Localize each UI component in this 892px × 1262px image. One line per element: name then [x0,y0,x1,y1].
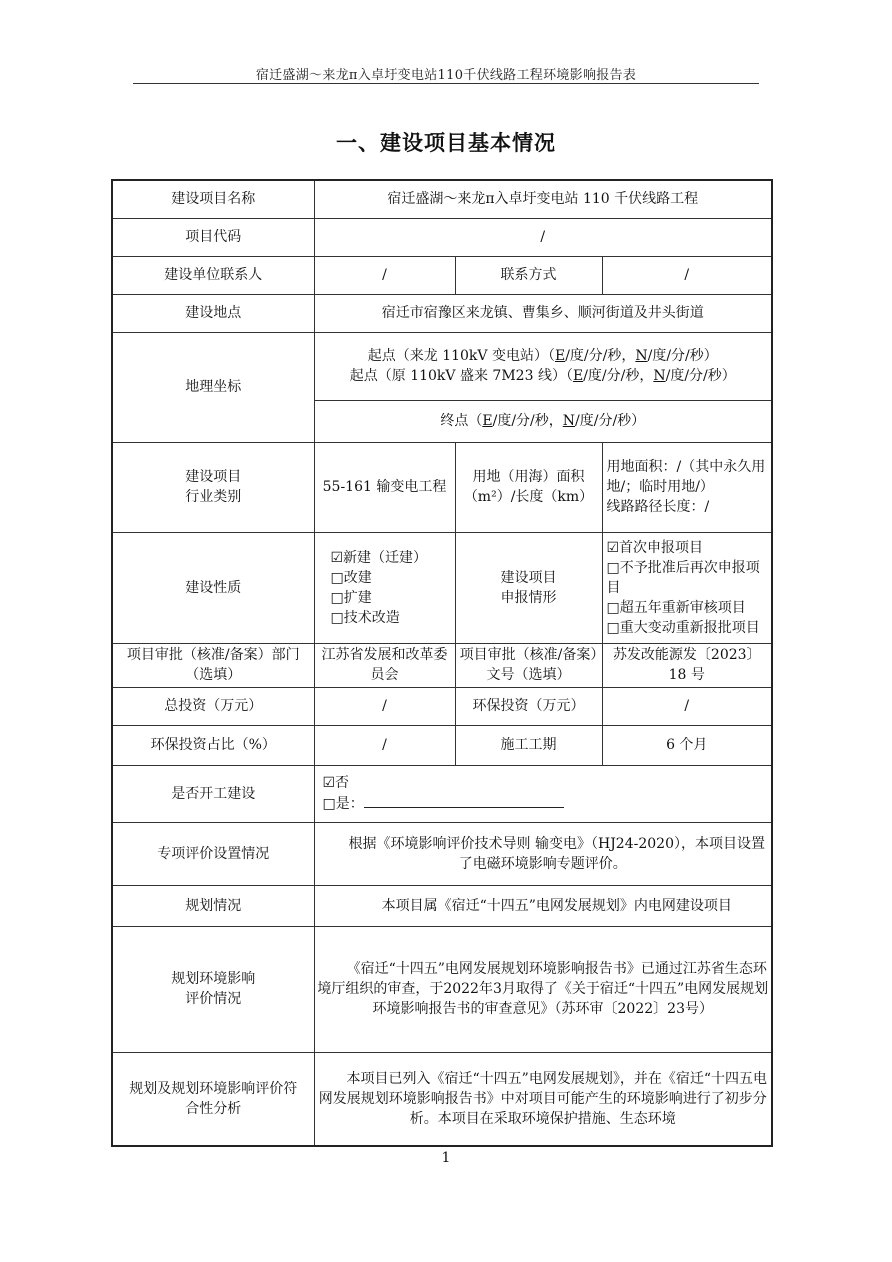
special-eval-label: 专项评价设置情况 [112,822,314,885]
geo-label: 地理坐标 [112,332,314,442]
row-conformity [112,1052,772,1146]
row-project-code [112,218,772,256]
row-approval [112,643,772,687]
row-investment [112,687,772,725]
declare-option-first: ☑首次申报项目 [606,539,704,556]
section-title: 一、建设项目基本情况 [336,131,556,155]
total-invest-value: / [314,687,455,725]
page-number: 1 [441,1150,451,1166]
planning-eia-value: 《宿迁“十四五”电网发展规划环境影响报告书》已通过江苏省生态环境厅组织的审查，于2022年3月取得了《关于宿迁“十四五”电网发展规划环境影响报告书的审查意见》（苏环审〔2022〕23号） [314,926,772,1052]
row-contact [112,256,772,294]
geo-end-cell: 终点（E/度/分/秒，N/度/分/秒） [314,400,772,442]
industry-value: 55-161 输变电工程 [314,442,455,532]
special-eval-value: 根据《环境影响评价技术导则 输变电》（HJ24-2020），本项目设置了电磁环境影响专题评价。 [314,822,772,885]
project-code-value: / [314,218,772,256]
env-invest-value: / [602,687,772,725]
planning-value: 本项目属《宿迁“十四五”电网发展规划》内电网建设项目 [314,885,772,926]
construction-period-label: 施工工期 [455,725,602,765]
declare-option-five-year: □超五年重新审核项目 [606,599,746,616]
area-label: 用地（用海）面积（m²）/长度（km） [455,442,602,532]
approval-doc-value: 苏发改能源发〔2023〕18 号 [602,643,772,687]
industry-label: 建设项目 行业类别 [112,442,314,532]
conformity-label: 规划及规划环境影响评价符 合性分析 [112,1052,314,1146]
nature-option-tech: □技术改造 [330,609,400,626]
contact-method-label: 联系方式 [455,256,602,294]
env-ratio-label: 环保投资占比（%） [112,725,314,765]
started-yes-line [323,793,768,814]
planning-label: 规划情况 [112,885,314,926]
nature-option-new: ☑新建（迁建） [330,549,428,566]
started-options [314,765,772,822]
env-ratio-value: / [314,725,455,765]
row-geo-start [112,332,772,400]
row-started [112,765,772,822]
geo-start-line-2: 起点（原 110kV 盛来 7M23 线）（E/度/分/秒，N/度/分/秒） [349,368,736,384]
geo-start-cell [314,332,772,400]
started-yes-blank [364,793,564,808]
location-label: 建设地点 [112,294,314,332]
approval-doc-label: 项目审批（核准/备案）文号（选填） [455,643,602,687]
contact-person-value: / [314,256,455,294]
started-yes: □是： [322,796,364,812]
declare-options [602,532,772,643]
row-planning [112,885,772,926]
area-value: 用地面积：/（其中永久用地/；临时用地/） 线路路径长度：/ [602,442,772,532]
project-name-label: 建设项目名称 [112,180,314,218]
total-invest-label: 总投资（万元） [112,687,314,725]
row-special-eval [112,822,772,885]
row-planning-eia [112,926,772,1052]
env-invest-label: 环保投资（万元） [455,687,602,725]
row-location [112,294,772,332]
project-info-table [111,179,773,1147]
header-rule [133,83,759,84]
nature-label: 建设性质 [112,532,314,643]
contact-method-value: / [602,256,772,294]
approval-dept-label: 项目审批（核准/备案）部门（选填） [112,643,314,687]
construction-period-value: 6 个月 [602,725,772,765]
project-name-value: 宿迁盛湖～来龙π入卓圩变电站 110 千伏线路工程 [314,180,772,218]
approval-dept-value: 江苏省发展和改革委员会 [314,643,455,687]
nature-option-rebuild: □改建 [330,569,372,586]
declare-option-major-change: □重大变动重新报批项目 [606,619,760,636]
nature-option-expand: □扩建 [330,589,372,606]
nature-options [314,532,455,643]
declare-label: 建设项目 申报情形 [455,532,602,643]
row-ratio [112,725,772,765]
project-code-label: 项目代码 [112,218,314,256]
conformity-value: 本项目已列入《宿迁“十四五”电网发展规划》，并在《宿迁“十四五电网发展规划环境影响报告书》中对项目可能产生的环境影响进行了初步分析。本项目在采取环境保护措施、生态环境 [314,1052,772,1146]
started-no: ☑否 [322,775,350,791]
planning-eia-label: 规划环境影响 评价情况 [112,926,314,1052]
contact-person-label: 建设单位联系人 [112,256,314,294]
location-value: 宿迁市宿豫区来龙镇、曹集乡、顺河街道及井头街道 [314,294,772,332]
declare-option-resubmit: □不予批准后再次申报项目 [606,559,760,596]
row-industry [112,442,772,532]
running-header: 宿迁盛湖～来龙π入卓圩变电站110千伏线路工程环境影响报告表 [255,68,637,83]
row-nature [112,532,772,643]
started-label: 是否开工建设 [112,765,314,822]
row-project-name [112,180,772,218]
geo-start-line-1: 起点（来龙 110kV 变电站）（E/度/分/秒，N/度/分/秒） [367,348,718,364]
